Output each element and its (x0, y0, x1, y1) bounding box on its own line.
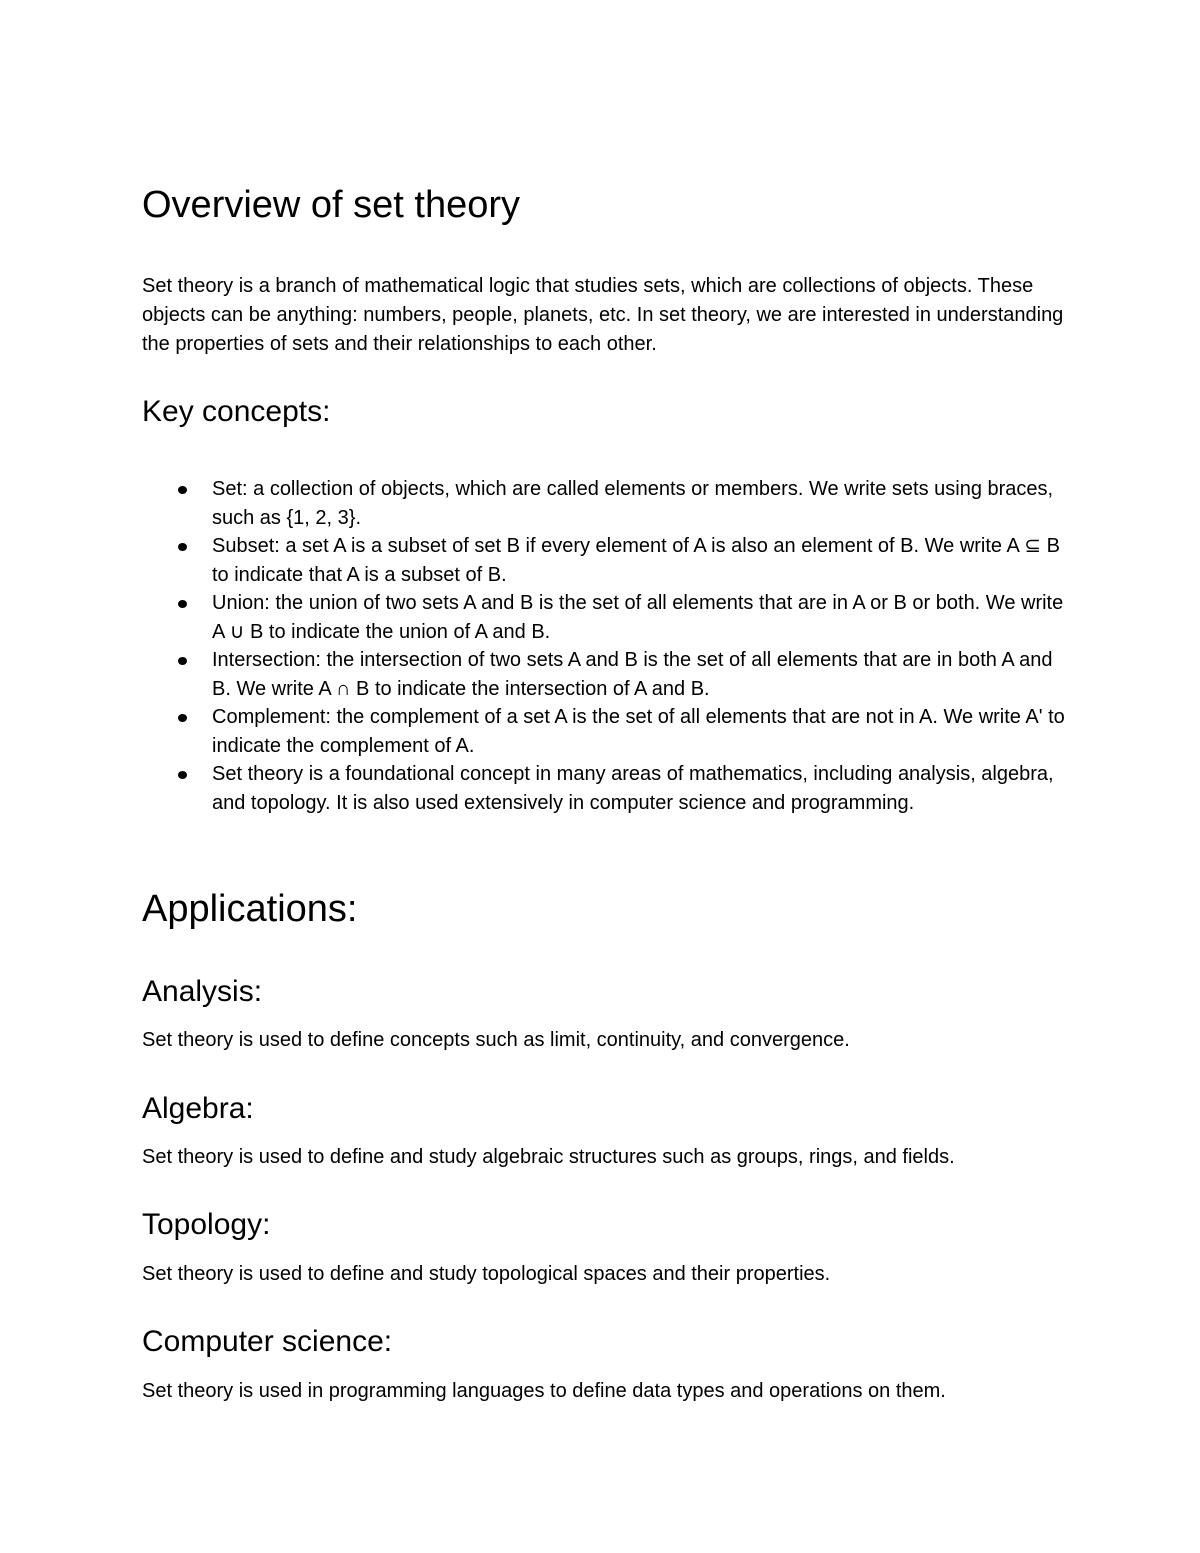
list-item-text: Intersection: the intersection of two sets A and B is the set of all elements that are in both A and B. We write A ∩ B to indicate the intersection of A and B. (212, 649, 1053, 700)
key-concepts-heading: Key concepts: (142, 395, 331, 428)
list-item-text: Set theory is a foundational concept in many areas of mathematics, including analysis, algebra, and topology. It is also used extensively in computer science and programming. (212, 763, 1054, 814)
bullet-icon (178, 486, 187, 494)
computer-science-text: Set theory is used in programming languages to define data types and operations on them. (142, 1380, 946, 1402)
document-title: Overview of set theory (142, 184, 521, 226)
list-item-text: Union: the union of two sets A and B is the set of all elements that are in A or B or both. We write A ∪ B to indicate the union of A and B. (212, 592, 1064, 643)
list-item (142, 646, 1067, 703)
key-concepts-list (142, 475, 1067, 817)
applications-heading: Applications: (142, 888, 358, 930)
analysis-heading: Analysis: (142, 975, 263, 1008)
bullet-icon (178, 543, 187, 551)
list-item (142, 532, 1067, 589)
list-item-text: Subset: a set A is a subset of set B if every element of A is also an element of B. We write A ⊆ B to indicate that A is a subset of B. (212, 535, 1060, 586)
analysis-text: Set theory is used to define concepts such as limit, continuity, and convergence. (142, 1029, 850, 1051)
topology-heading: Topology: (142, 1208, 271, 1241)
list-item (142, 760, 1067, 817)
bullet-icon (178, 657, 187, 665)
list-item (142, 703, 1067, 760)
list-item (142, 475, 1067, 532)
algebra-text: Set theory is used to define and study algebraic structures such as groups, rings, and fields. (142, 1146, 955, 1168)
computer-science-heading: Computer science: (142, 1325, 393, 1358)
bullet-icon (178, 600, 187, 608)
intro-paragraph: Set theory is a branch of mathematical logic that studies sets, which are collections of objects. These objects can be anything: numbers, people, planets, etc. In set theory, we are interested in understanding the properties of sets and their relationships to each other. (142, 275, 1064, 355)
list-item-text: Set: a collection of objects, which are called elements or members. We write sets using braces, such as {1, 2, 3}. (212, 478, 1054, 529)
bullet-icon (178, 714, 187, 722)
algebra-heading: Algebra: (142, 1092, 254, 1125)
bullet-icon (178, 771, 187, 779)
list-item-text: Complement: the complement of a set A is the set of all elements that are not in A. We write A' to indicate the complement of A. (212, 706, 1065, 757)
topology-text: Set theory is used to define and study topological spaces and their properties. (142, 1263, 831, 1285)
list-item (142, 589, 1067, 646)
